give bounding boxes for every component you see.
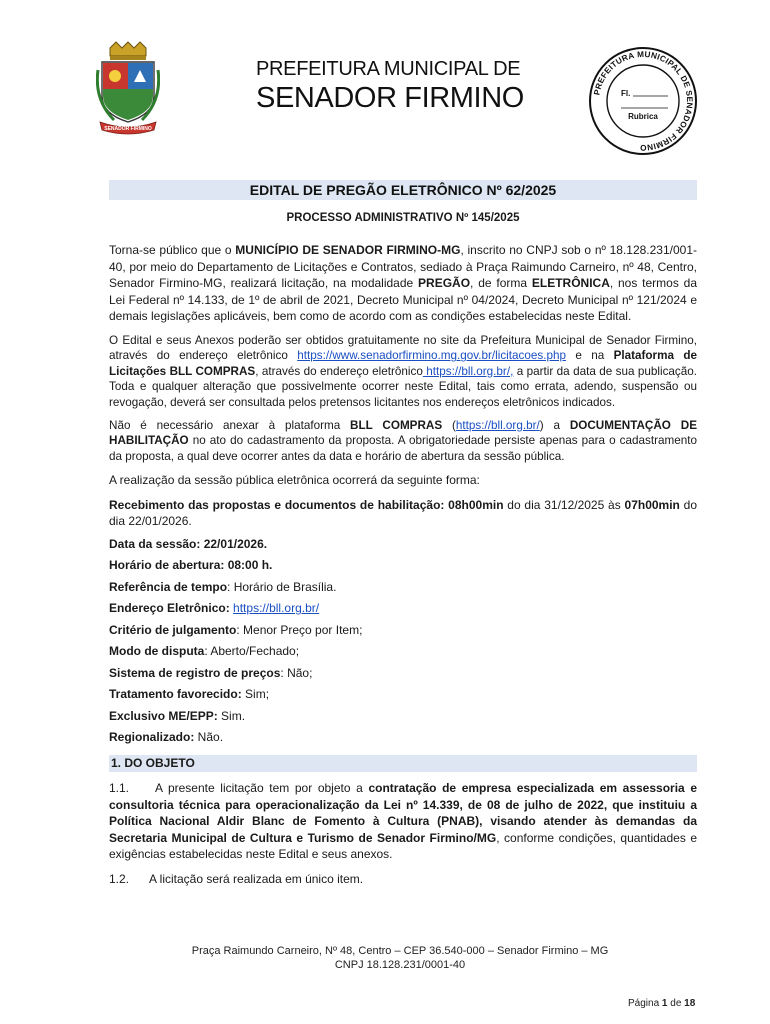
- item-1-2: 1.2. A licitação será realizada em único item.: [109, 871, 364, 886]
- prefeitura-licitacoes-link[interactable]: https://www.senadorfirmino.mg.gov.br/licitacoes.php: [297, 349, 566, 363]
- footer-cnpj: CNPJ 18.128.231/0001-40: [334, 959, 466, 971]
- tratamento-favorecido: Tratamento favorecido: Sim;: [109, 687, 270, 701]
- habilitacao-paragraph: Não é necessário anexar à plataforma BLL COMPRAS (https://bll.org.br/) a DOCUMENTAÇÃO DE HABILITAÇÃO no ato do cadastramento da proposta. A obrigatoriedade persiste apenas para o cadastramento da proposta, a qual deve ocorrer antes da data e horário de abertura da sessão pública.: [109, 419, 697, 463]
- modo-disputa: Modo de disputa: Aberto/Fechado;: [109, 644, 300, 658]
- bll-link-2[interactable]: https://bll.org.br/: [455, 419, 540, 432]
- rubrica-seal-stamp: [588, 46, 698, 156]
- item-1-1: 1.1. A presente licitação tem por objeto a contratação de empresa especializada em assessoria e consultoria técnica para operacionalização da Lei nº 14.339, de 08 de julho de 2022, que instituiu a Política Nacional Aldir Blanc de Fomento à Cultura (PNAB), visando atender às demandas da Secretaria Municipal de Cultura e Turismo de Senador Firmino/MG, conforme condições, quantidades e exigências estabelecidas neste Edital e seus anexos.: [109, 781, 698, 862]
- edital-access-paragraph: O Edital e seus Anexos poderão ser obtidos gratuitamente no site da Prefeitura Municipal de Senador Firmino, através do endereço eletrônico https://www.senadorfirmino.mg.gov.br/licitacoes.php e na Plataforma de Licitações BLL COMPRAS, através do endereço eletrônico https://bll.org.br/, a partir da data de sua publicação. Toda e qualquer alteração que possivelmente ocorrer neste Edital, tais como errata, adendo, suspensão ou revogação, deverá ser consultada pelos pretensos licitantes nos endereços eletrônicos indicados.: [109, 333, 698, 409]
- exclusivo-me-epp: Exclusivo ME/EPP: Sim.: [109, 708, 246, 723]
- sessao-intro: A realização da sessão pública eletrônica ocorrerá da seguinte forma:: [109, 473, 480, 488]
- sistema-registro-precos: Sistema de registro de preços: Não;: [109, 665, 313, 680]
- svg-text:Fl.: Fl.: [621, 89, 631, 98]
- document-body: [109, 180, 697, 888]
- svg-text:Rubrica: Rubrica: [628, 112, 658, 121]
- processo-number: PROCESSO ADMINISTRATIVO Nº 145/2025: [286, 212, 520, 224]
- regionalizado: Regionalizado: Não.: [109, 730, 224, 744]
- page-number: Página 1 de 18: [628, 998, 696, 1009]
- header-title-line1: PREFEITURA MUNICIPAL DE: [256, 58, 521, 80]
- recebimento-propostas: Recebimento das propostas e documentos de habilitação: 08h00min do dia 31/12/2025 às 07h00min do dia 22/01/2026.: [109, 497, 697, 529]
- edital-title: EDITAL DE PREGÃO ELETRÔNICO Nº 62/2025: [109, 180, 697, 200]
- criterio-julgamento: Critério de julgamento: Menor Preço por Item;: [109, 622, 363, 637]
- section-heading-objeto: 1. DO OBJETO: [109, 755, 697, 772]
- bll-link[interactable]: https://bll.org.br/,: [422, 364, 514, 378]
- footer-address: Praça Raimundo Carneiro, Nº 48, Centro – CEP 36.540-000 – Senador Firmino – MG: [191, 945, 609, 957]
- svg-text:PREFEITURA MUNICIPAL DE SENADO: PREFEITURA MUNICIPAL DE SENADOR FIRMINO: [592, 49, 695, 153]
- intro-paragraph: Torna-se público que o MUNICÍPIO DE SENADOR FIRMINO-MG, inscrito no CNPJ sob o nº 18.128.231/001-40, por meio do Departamento de Licitações e Contratos, sediado à Praça Raimundo Carneiro, nº 48, Centro, Senador Firmino-MG, realizará licitação, na modalidade PREGÃO, de forma ELETRÔNICA, nos termos da Lei Federal nº 14.133, de 1º de abril de 2021, Decreto Municipal nº 04/2024, Decreto Municipal nº 121/2024 e demais legislações aplicáveis, bem como de acordo com as condições estabelecidas neste Edital.: [109, 243, 698, 324]
- endereco-eletronico: Endereço Eletrônico: https://bll.org.br/: [109, 601, 320, 615]
- page-footer: [0, 944, 770, 972]
- letterhead: [0, 0, 770, 170]
- referencia-tempo: Referência de tempo: Horário de Brasília.: [109, 579, 337, 594]
- horario-abertura: Horário de abertura: 08:00 h.: [109, 558, 273, 572]
- endereco-eletronico-link[interactable]: https://bll.org.br/: [233, 601, 320, 615]
- data-sessao: Data da sessão: 22/01/2026.: [109, 536, 268, 551]
- svg-text:SENADOR FIRMINO: SENADOR FIRMINO: [104, 126, 152, 132]
- coat-of-arms-logo: [96, 40, 160, 136]
- header-title-line2: SENADOR FIRMINO: [256, 82, 524, 114]
